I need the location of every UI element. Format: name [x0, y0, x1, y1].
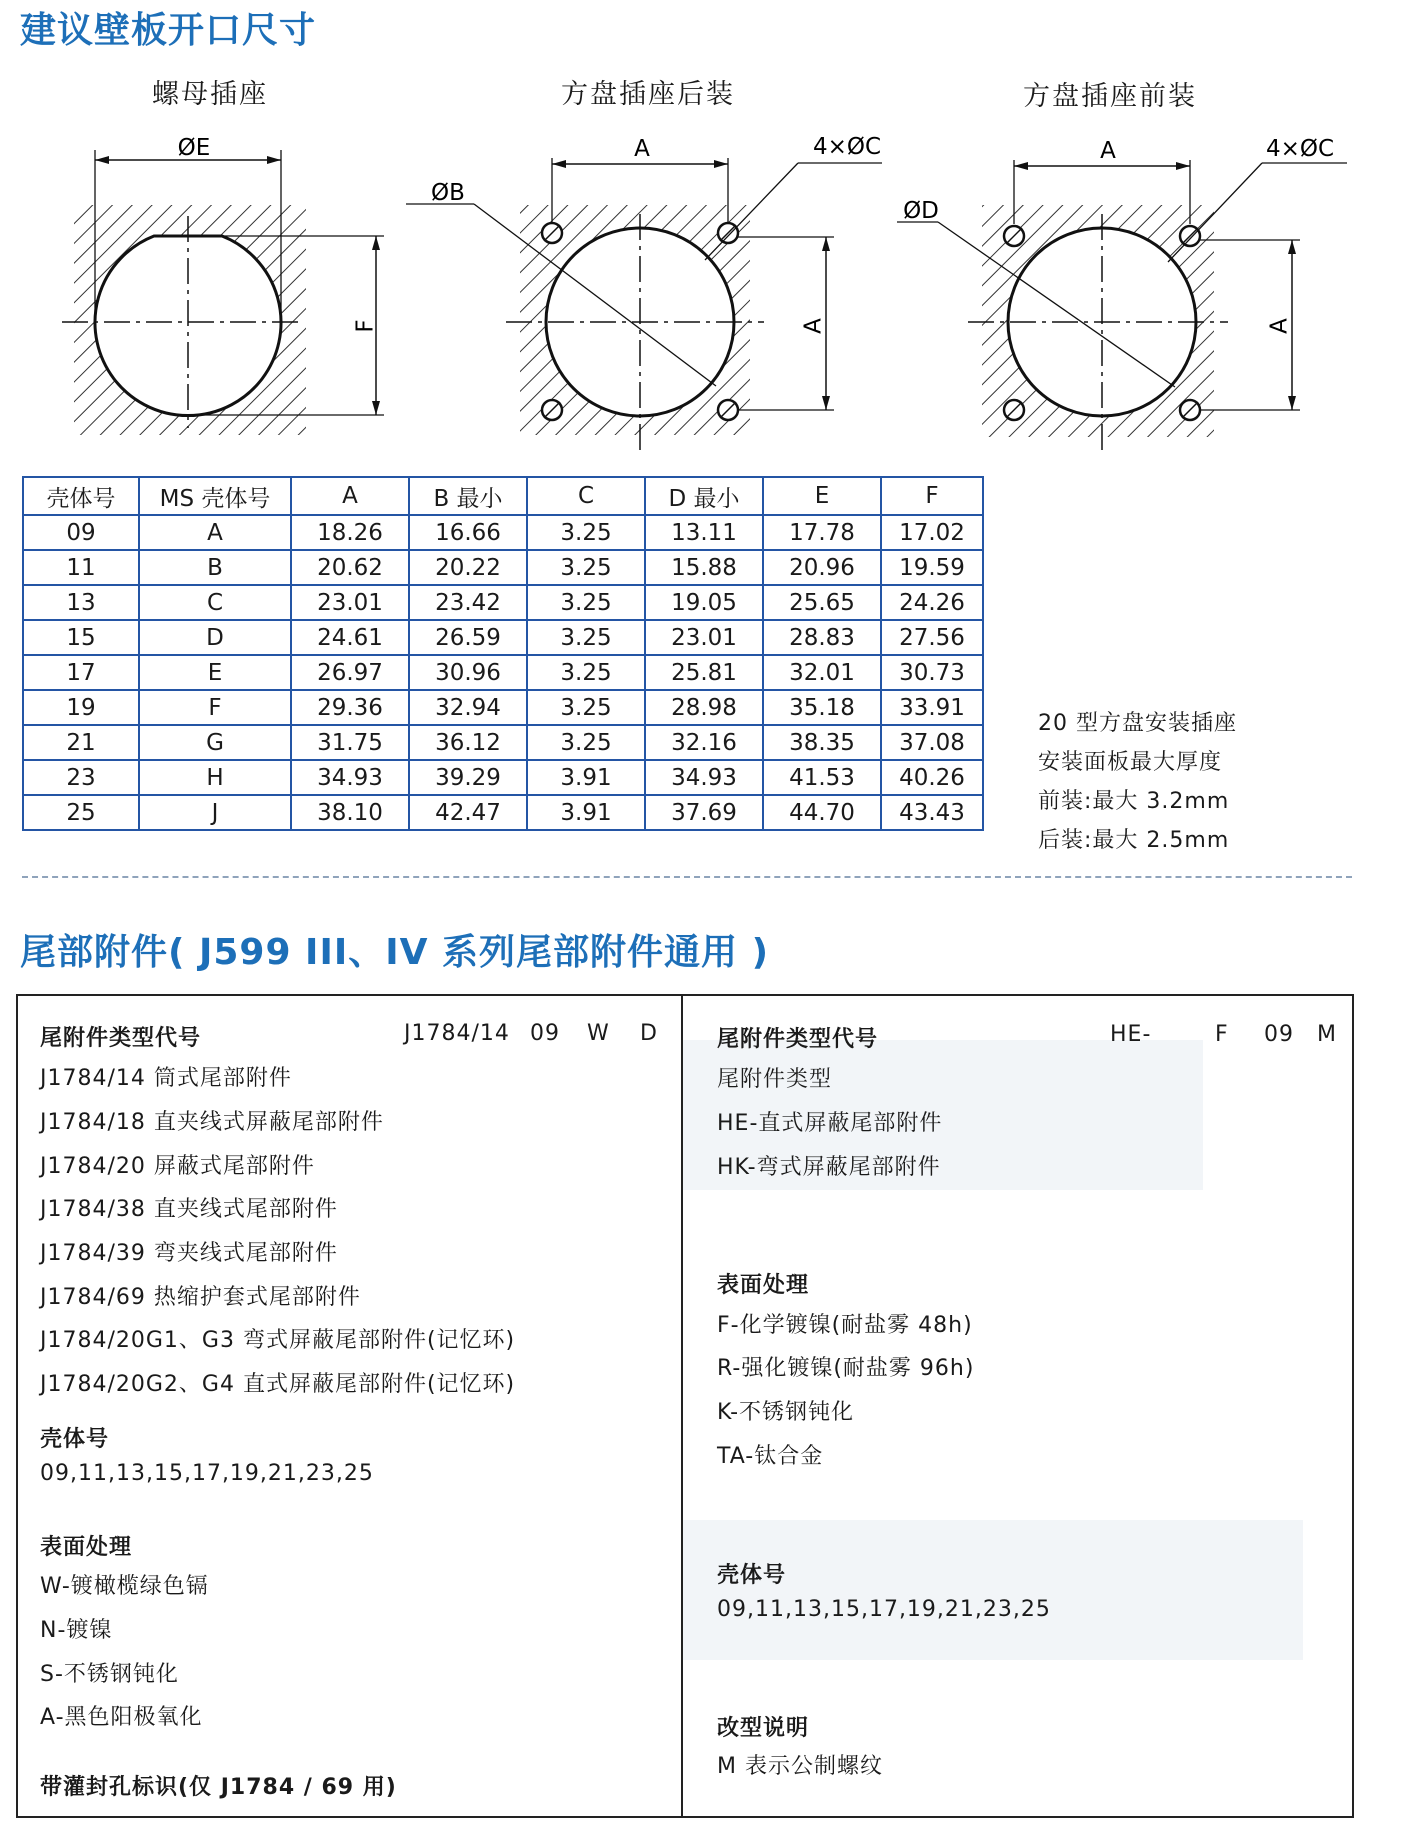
table-cell: 13: [23, 585, 139, 620]
figure-square-flange-rear: [406, 158, 882, 455]
label-a-side-front: A: [1266, 318, 1293, 334]
table-cell: 3.25: [527, 655, 645, 690]
left-shell-label: 壳体号: [40, 1427, 110, 1452]
table-cell: 11: [23, 550, 139, 585]
right-code-part: 09: [1264, 1022, 1294, 1047]
cutout-drawings: [0, 0, 1407, 470]
table-row: [23, 550, 983, 585]
note-line: 前装:最大 3.2mm: [1038, 789, 1230, 814]
table-cell: 35.18: [763, 690, 881, 725]
table-cell: 3.25: [527, 550, 645, 585]
left-code-part: W: [587, 1021, 610, 1046]
table-cell: 3.25: [527, 585, 645, 620]
table-cell: 39.29: [409, 760, 527, 795]
table-cell: 20.62: [291, 550, 409, 585]
table-cell: 3.25: [527, 515, 645, 550]
table-cell: 30.96: [409, 655, 527, 690]
list-item: HE-直式屏蔽尾部附件: [717, 1111, 943, 1136]
right-mod-value: M 表示公制螺纹: [717, 1754, 883, 1779]
table-cell: F: [139, 690, 291, 725]
label-a-top-rear: A: [634, 136, 650, 162]
list-item: J1784/39 弯夹线式尾部附件: [40, 1241, 338, 1266]
table-cell: B: [139, 550, 291, 585]
table-cell: 25.81: [645, 655, 763, 690]
table-row: [23, 690, 983, 725]
table-cell: 37.69: [645, 795, 763, 830]
table-cell: 3.91: [527, 760, 645, 795]
table-header-cell: D 最小: [645, 477, 763, 515]
label-dia-d: ØD: [903, 198, 939, 224]
list-item: N-镀镍: [40, 1618, 113, 1643]
cutout-dimensions-table: [22, 476, 984, 831]
figure-title-square-flange-front: 方盘插座前装: [1023, 81, 1197, 112]
table-cell: C: [139, 585, 291, 620]
table-header-cell: F: [881, 477, 983, 515]
list-item: J1784/18 直夹线式屏蔽尾部附件: [40, 1110, 384, 1135]
table-row: [23, 515, 983, 550]
table-cell: 27.56: [881, 620, 983, 655]
table-cell: 28.98: [645, 690, 763, 725]
table-cell: 38.10: [291, 795, 409, 830]
table-cell: 40.26: [881, 760, 983, 795]
label-a-side-rear: A: [800, 318, 827, 334]
table-cell: 41.53: [763, 760, 881, 795]
figure-title-nut-receptacle: 螺母插座: [152, 79, 268, 110]
table-cell: 23.42: [409, 585, 527, 620]
right-mod-label: 改型说明: [717, 1716, 810, 1741]
table-header-row: [23, 477, 983, 515]
list-item: J1784/69 热缩护套式尾部附件: [40, 1285, 361, 1310]
list-item: J1784/38 直夹线式尾部附件: [40, 1197, 338, 1222]
table-cell: 24.26: [881, 585, 983, 620]
figure-nut-receptacle: [62, 150, 384, 435]
table-cell: 17: [23, 655, 139, 690]
table-cell: 32.94: [409, 690, 527, 725]
table-cell: 32.16: [645, 725, 763, 760]
table-cell: 18.26: [291, 515, 409, 550]
table-cell: 20.22: [409, 550, 527, 585]
list-item: J1784/20G1、G3 弯式屏蔽尾部附件(记忆环): [40, 1328, 516, 1353]
list-item: J1784/14 筒式尾部附件: [40, 1066, 292, 1091]
table-cell: 3.25: [527, 690, 645, 725]
table-cell: 17.78: [763, 515, 881, 550]
table-cell: 13.11: [645, 515, 763, 550]
table-cell: 29.36: [291, 690, 409, 725]
label-f: F: [352, 319, 379, 333]
left-code-label: 尾附件类型代号: [40, 1026, 202, 1051]
list-item: F-化学镀镍(耐盐雾 48h): [717, 1313, 973, 1338]
label-4xdia-c-front: 4×ØC: [1265, 136, 1335, 162]
table-cell: 3.25: [527, 620, 645, 655]
table-row: [23, 760, 983, 795]
label-a-top-front: A: [1100, 138, 1116, 164]
table-header-cell: 壳体号: [23, 477, 139, 515]
table-cell: 34.93: [645, 760, 763, 795]
table-cell: 19.05: [645, 585, 763, 620]
table-row: [23, 620, 983, 655]
table-row: [23, 725, 983, 760]
table-cell: 30.73: [881, 655, 983, 690]
table-cell: A: [139, 515, 291, 550]
table-cell: 21: [23, 725, 139, 760]
table-cell: 24.61: [291, 620, 409, 655]
table-cell: 15.88: [645, 550, 763, 585]
background-shade: [683, 1520, 1303, 1660]
table-cell: 19.59: [881, 550, 983, 585]
left-seal-label: 带灌封孔标识(仅 J1784 / 69 用): [40, 1775, 397, 1800]
section-divider: [22, 876, 1352, 878]
section-title-backshells: 尾部附件( J599 III、IV 系列尾部附件通用 ): [20, 932, 770, 973]
note-line: 后装:最大 2.5mm: [1038, 828, 1230, 853]
table-cell: 43.43: [881, 795, 983, 830]
right-shell-label: 壳体号: [717, 1563, 787, 1588]
left-code-part: D: [640, 1021, 658, 1046]
table-cell: E: [139, 655, 291, 690]
list-item: HK-弯式屏蔽尾部附件: [717, 1155, 941, 1180]
list-item: J1784/20 屏蔽式尾部附件: [40, 1154, 315, 1179]
table-cell: 44.70: [763, 795, 881, 830]
table-cell: 26.97: [291, 655, 409, 690]
list-item: J1784/20G2、G4 直式屏蔽尾部附件(记忆环): [40, 1372, 516, 1397]
table-cell: 3.25: [527, 725, 645, 760]
table-cell: 25: [23, 795, 139, 830]
table-cell: 20.96: [763, 550, 881, 585]
right-code-part: F: [1215, 1022, 1229, 1047]
right-code-label: 尾附件类型代号: [717, 1027, 879, 1052]
right-type-label: 尾附件类型: [717, 1067, 833, 1092]
table-cell: 31.75: [291, 725, 409, 760]
table-cell: D: [139, 620, 291, 655]
table-cell: 19: [23, 690, 139, 725]
table-cell: 42.47: [409, 795, 527, 830]
left-shell-values: 09,11,13,15,17,19,21,23,25: [40, 1461, 374, 1486]
list-item: K-不锈钢钝化: [717, 1400, 855, 1425]
left-code-part: J1784/14: [404, 1021, 510, 1046]
table-cell: 34.93: [291, 760, 409, 795]
note-line: 20 型方盘安装插座: [1038, 711, 1237, 736]
list-item: TA-钛合金: [717, 1444, 824, 1469]
table-row: [23, 585, 983, 620]
table-header-cell: C: [527, 477, 645, 515]
table-cell: 37.08: [881, 725, 983, 760]
right-code-part: M: [1317, 1022, 1337, 1047]
table-row: [23, 655, 983, 690]
table-cell: 23: [23, 760, 139, 795]
table-header-cell: B 最小: [409, 477, 527, 515]
figure-square-flange-front: [897, 160, 1347, 455]
left-code-part: 09: [530, 1021, 560, 1046]
table-header-cell: E: [763, 477, 881, 515]
right-finish-label: 表面处理: [717, 1273, 810, 1298]
figure-title-square-flange-rear: 方盘插座后装: [561, 79, 735, 110]
label-dia-e: ØE: [177, 135, 211, 161]
list-item: A-黑色阳极氧化: [40, 1705, 203, 1730]
table-cell: 32.01: [763, 655, 881, 690]
table-cell: 23.01: [645, 620, 763, 655]
list-item: R-强化镀镍(耐盐雾 96h): [717, 1356, 975, 1381]
table-cell: 16.66: [409, 515, 527, 550]
table-cell: 33.91: [881, 690, 983, 725]
table-cell: H: [139, 760, 291, 795]
table-cell: 36.12: [409, 725, 527, 760]
table-cell: 09: [23, 515, 139, 550]
table-cell: 38.35: [763, 725, 881, 760]
table-cell: 15: [23, 620, 139, 655]
label-dia-b: ØB: [431, 180, 465, 206]
label-4xdia-c-rear: 4×ØC: [812, 134, 882, 160]
table-cell: 28.83: [763, 620, 881, 655]
table-header-cell: MS 壳体号: [139, 477, 291, 515]
right-shell-values: 09,11,13,15,17,19,21,23,25: [717, 1597, 1051, 1622]
table-cell: J: [139, 795, 291, 830]
table-cell: 17.02: [881, 515, 983, 550]
table-row: [23, 795, 983, 830]
table-cell: 26.59: [409, 620, 527, 655]
note-line: 安装面板最大厚度: [1038, 750, 1223, 775]
list-item: S-不锈钢钝化: [40, 1662, 179, 1687]
right-code-part: HE-: [1110, 1022, 1152, 1047]
table-cell: G: [139, 725, 291, 760]
list-item: W-镀橄榄绿色镉: [40, 1574, 209, 1599]
table-header-cell: A: [291, 477, 409, 515]
section-title-panel-cutout: 建议壁板开口尺寸: [20, 10, 317, 51]
table-cell: 23.01: [291, 585, 409, 620]
table-cell: 25.65: [763, 585, 881, 620]
table-cell: 3.91: [527, 795, 645, 830]
left-finish-label: 表面处理: [40, 1535, 133, 1560]
